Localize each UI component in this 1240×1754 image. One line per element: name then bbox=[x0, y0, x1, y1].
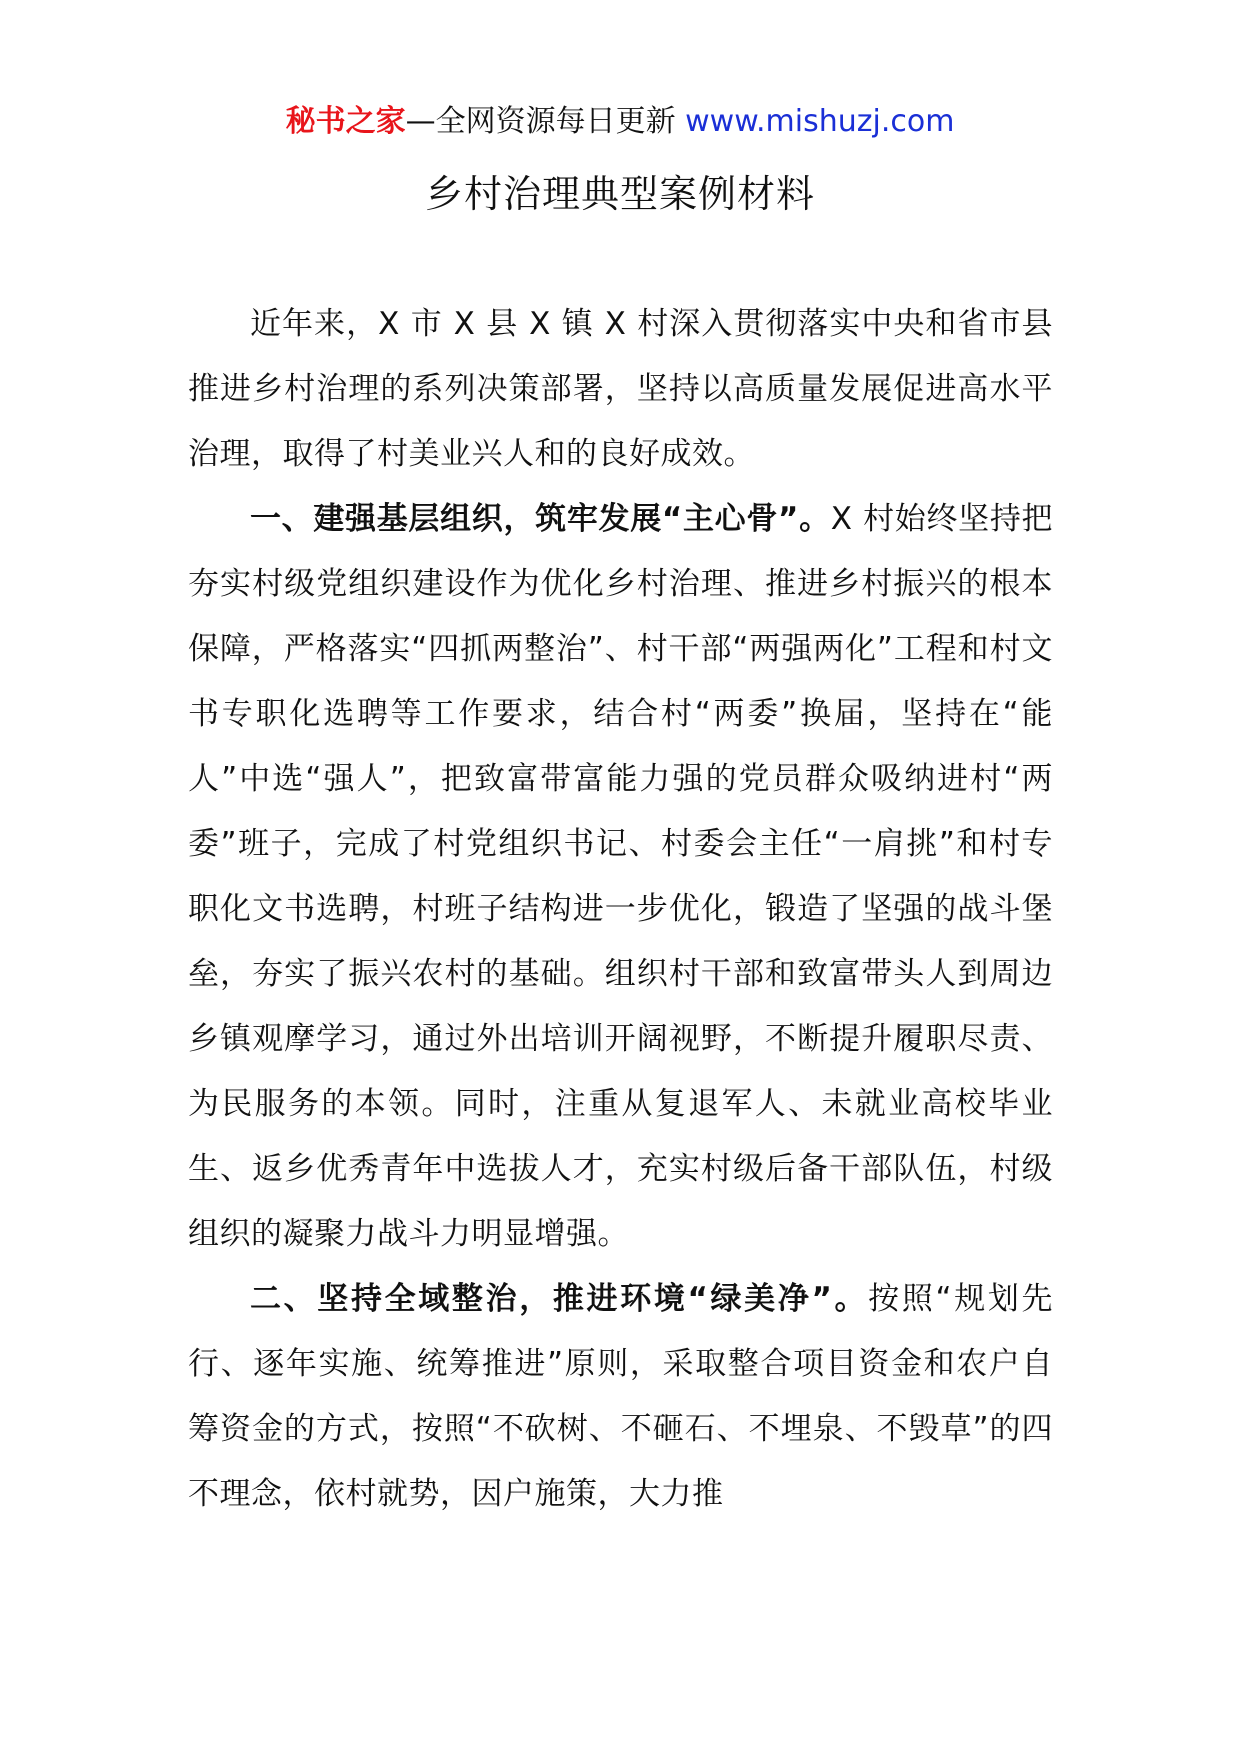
site-url-link[interactable]: www.mishuzj.com bbox=[685, 104, 955, 139]
section-1-heading: 一、建强基层组织，筑牢发展“主心骨”。 bbox=[250, 501, 831, 537]
intro-paragraph: 近年来，X 市 X 县 X 镇 X 村深入贯彻落实中央和省市县推进乡村治理的系列决策部署，坚持以高质量发展促进高水平治理，取得了村美业兴人和的良好成效。 bbox=[188, 306, 1053, 472]
site-header bbox=[0, 100, 1240, 144]
document-body bbox=[188, 292, 1053, 1527]
section-2-paragraph bbox=[188, 1267, 1053, 1527]
section-1-text: X 村始终坚持把夯实村级党组织建设作为优化乡村治理、推进乡村振兴的根本保障，严格落实“四抓两整治”、村干部“两强两化”工程和村文书专职化选聘等工作要求，结合村“两委”换届，坚持在“能人”中选“强人”，把致富带富能力强的党员群众吸纳进村“两委”班子，完成了村党组织书记、村委会主任“一肩挑”和村专职化文书选聘，村班子结构进一步优化，锻造了坚强的战斗堡垒，夯实了振兴农村的基础。组织村干部和致富带头人到周边乡镇观摩学习，通过外出培训开阔视野，不断提升履职尽责、为民服务的本领。同时，注重从复退军人、未就业高校毕业生、返乡优秀青年中选拔人才，充实村级后备干部队伍，村级组织的凝聚力战斗力明显增强。 bbox=[188, 501, 1054, 1252]
site-tagline: —全网资源每日更新 bbox=[405, 104, 676, 139]
section-1-paragraph bbox=[188, 487, 1053, 1267]
section-2-text: 按照“规划先行、逐年实施、统筹推进”原则，采取整合项目资金和农户自筹资金的方式，按照“不砍树、不砸石、不埋泉、不毁草”的四不理念，依村就势，因户施策，大力推 bbox=[188, 1281, 1053, 1512]
section-2-heading: 二、坚持全域整治，推进环境“绿美净”。 bbox=[250, 1281, 869, 1317]
site-brand: 秘书之家 bbox=[285, 104, 406, 139]
document-title: 乡村治理典型案例材料 bbox=[424, 172, 815, 216]
